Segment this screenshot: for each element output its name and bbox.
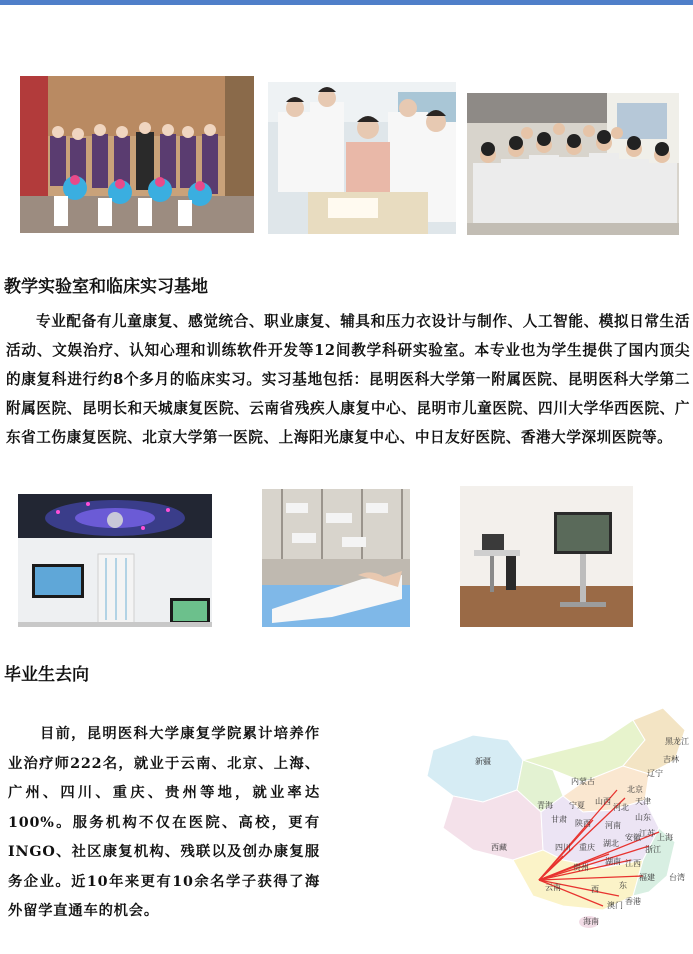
- map-label-fujian: 福建: [639, 873, 655, 882]
- section-heading-graduates: 毕业生去向: [4, 665, 89, 685]
- section-heading-labs: 教学实验室和临床实习基地: [4, 277, 208, 297]
- photo-sensory-room: [18, 494, 212, 627]
- map-label-jilin: 吉林: [663, 755, 679, 764]
- map-label-sichuan: 四川: [555, 843, 571, 852]
- map-label-guangdong: 东: [619, 881, 627, 890]
- map-label-hubei: 湖北: [603, 839, 619, 848]
- photo-computer-lab: [460, 486, 633, 627]
- map-label-ningxia: 宁夏: [569, 801, 585, 810]
- map-label-shanghai: 上海: [657, 833, 673, 842]
- photo-splint-making: [262, 489, 410, 627]
- map-label-guizhou: 贵州: [573, 863, 589, 872]
- map-label-tianjin: 天津: [635, 797, 651, 806]
- map-label-chongqing: 重庆: [579, 843, 595, 852]
- map-label-macau: 澳门: [607, 901, 623, 910]
- map-label-jiangxi: 江西: [625, 859, 641, 868]
- map-label-zhejiang: 浙江: [645, 845, 661, 854]
- map-label-henan: 河南: [605, 821, 621, 830]
- map-label-hebei: 河北: [613, 803, 629, 812]
- photo-students-group: [467, 93, 679, 235]
- graduates-paragraph: 目前，昆明医科大学康复学院累计培养作业治疗师222名，就业于云南、北京、上海、广州、四川、重庆、贵州等地，就业率达100%。服务机构不仅在医院、高校，更有INGO、社区康复机构、残联以及创办康复服务企业。近10年来更有10余名学子获得了海外留学直通车的机会。: [8, 726, 320, 919]
- map-label-gansu: 甘肃: [551, 815, 567, 824]
- china-employment-map: [413, 700, 693, 932]
- map-label-beijing: 北京: [627, 785, 643, 794]
- map-label-xizang: 西藏: [491, 843, 507, 852]
- map-label-guangxi: 西: [591, 885, 599, 894]
- map-label-heilongjiang: 黑龙江: [665, 737, 689, 746]
- top-accent-bar: [0, 0, 693, 5]
- map-label-anhui: 安徽: [625, 833, 641, 842]
- map-label-shaanxi: 陕西: [575, 819, 591, 828]
- map-label-shandong: 山东: [635, 813, 651, 822]
- map-label-neimenggu: 内蒙古: [571, 777, 595, 786]
- map-label-liaoning: 辽宁: [647, 769, 663, 778]
- map-label-hunan: 湖南: [605, 857, 621, 866]
- photo-clinical-practice: [268, 82, 456, 234]
- map-label-hongkong: 香港: [625, 897, 641, 906]
- map-label-xinjiang: 新疆: [475, 757, 491, 766]
- labs-paragraph: 专业配备有儿童康复、感觉统合、职业康复、辅具和压力衣设计与制作、人工智能、模拟日常生活活动、文娱治疗、认知心理和训练软件开发等12间教学科研实验室。本专业也为学生提供了国内顶尖的康复科进行约8个多月的临床实习。实习基地包括：昆明医科大学第一附属医院、昆明医科大学第二附属医院、昆明长和天城康复医院、云南省残疾人康复中心、昆明市儿童医院、四川大学华西医院、广东省工伤康复医院、北京大学第一医院、上海阳光康复中心、中日友好医院、香港大学深圳医院等。: [6, 313, 690, 446]
- map-label-qinghai: 青海: [537, 801, 553, 810]
- map-label-jiangsu: 江苏: [639, 829, 655, 838]
- map-region-xinjiang: [427, 735, 523, 802]
- map-label-yunnan: 云南: [545, 883, 561, 892]
- photo-group-with-plush-toys: [20, 76, 254, 233]
- map-label-hainan: 海南: [583, 917, 599, 926]
- map-label-shanxi: 山西: [595, 797, 611, 806]
- map-label-taiwan: 台湾: [669, 873, 685, 882]
